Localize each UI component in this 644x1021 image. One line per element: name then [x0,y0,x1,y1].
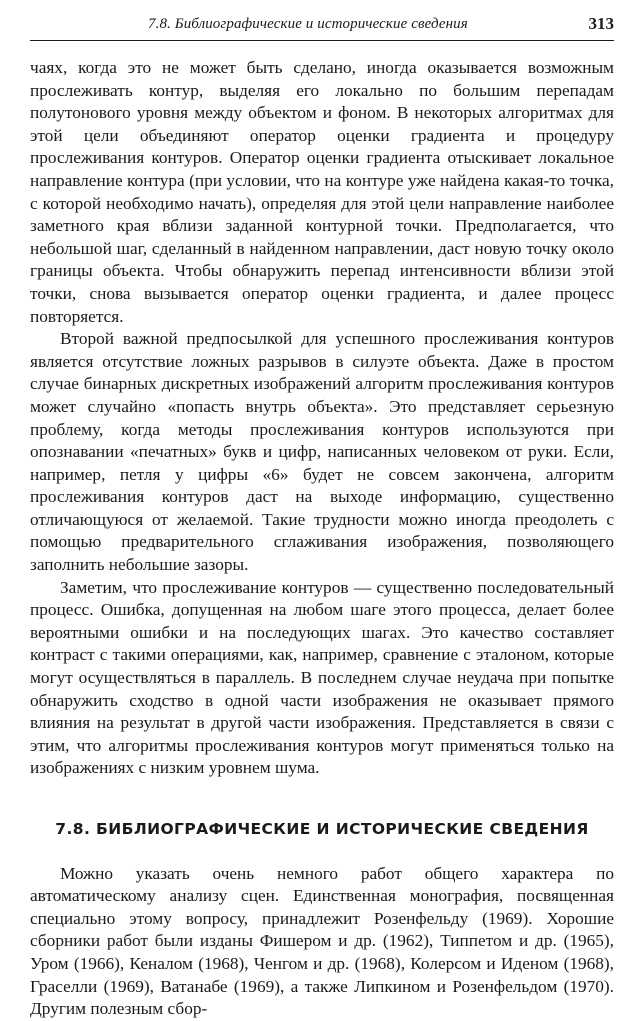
book-page [30,14,614,1021]
page-number: 313 [588,14,614,33]
section-heading: 7.8. БИБЛИОГРАФИЧЕСКИЕ И ИСТОРИЧЕСКИЕ СВЕДЕНИЯ [55,820,589,838]
running-head [30,14,614,41]
paragraph: Можно указать очень немного работ общего характера по автоматическому анализу сцен. Единственная монография, посвященная специально этому вопросу, принадлежит Розенфельду (1969). Хорошие сборники работ были изданы Фишером и др. (1962), Типпетом и др. (1965), Уром (1966), Кеналом (1968), Ченгом и др. (1968), Колерсом и Иденом (1968), Граселли (1969), Ватанабе (1969), а также Липкином и Розенфельдом (1970). Другим полезным сбор- [30,863,614,1019]
paragraph: чаях, когда это не может быть сделано, иногда оказывается возможным прослеживать контур, выделяя его локально по большим перепадам полутонового уровня между объектом и фоном. В некоторых алгоритмах для этой цели объединяют оператор оценки градиента и процедуру прослеживания контуров. Оператор оценки градиента отыскивает локальное направление контура (при условии, что на контуре уже найдена какая-то точка, с которой необходимо начать), определяя для этой цели направление наиболее заметного края вблизи заданной контурной точки. Предполагается, что небольшой шаг, сделанный в найденном направлении, даст новую точку около границы объекта. Чтобы обнаружить перепад интенсивности вблизи этой точки, снова вызывается оператор оценки градиента, и далее процесс повторяется. [30,58,614,326]
body-text [30,57,614,1021]
running-head-title: 7.8. Библиографические и исторические сведения [148,16,468,32]
paragraph: Заметим, что прослеживание контуров — существенно последовательный процесс. Ошибка, допущенная на любом шаге этого процесса, делает более вероятными ошибки и на последующих шагах. Это качество составляет контраст с такими операциями, как, например, сравнение с эталоном, которые могут осуществляться в параллель. В последнем случае неудача при попытке обнаружить сходство в одной части изображения не оказывает прямого влияния на результат в другой части изображения. Представляется в связи с этим, что алгоритмы прослеживания контуров могут применяться только на изображениях с низким уровнем шума. [30,577,614,778]
paragraph: Второй важной предпосылкой для успешного прослеживания контуров является отсутствие ложных разрывов в силуэте объекта. Даже в простом случае бинарных дискретных изображений алгоритм прослеживания контуров может случайно «попасть внутрь объекта». Это представляет серьезную проблему, когда методы прослеживания контуров используются при опознавании «печатных» букв и цифр, написанных человеком от руки. Если, например, петля у цифры «6» будет не совсем закончена, алгоритм прослеживания контуров даст на выходе информацию, существенно отличающуюся от желаемой. Такие трудности можно иногда преодолеть с помощью предварительного сглаживания изображения, позволяющего заполнить небольшие зазоры. [30,329,614,575]
